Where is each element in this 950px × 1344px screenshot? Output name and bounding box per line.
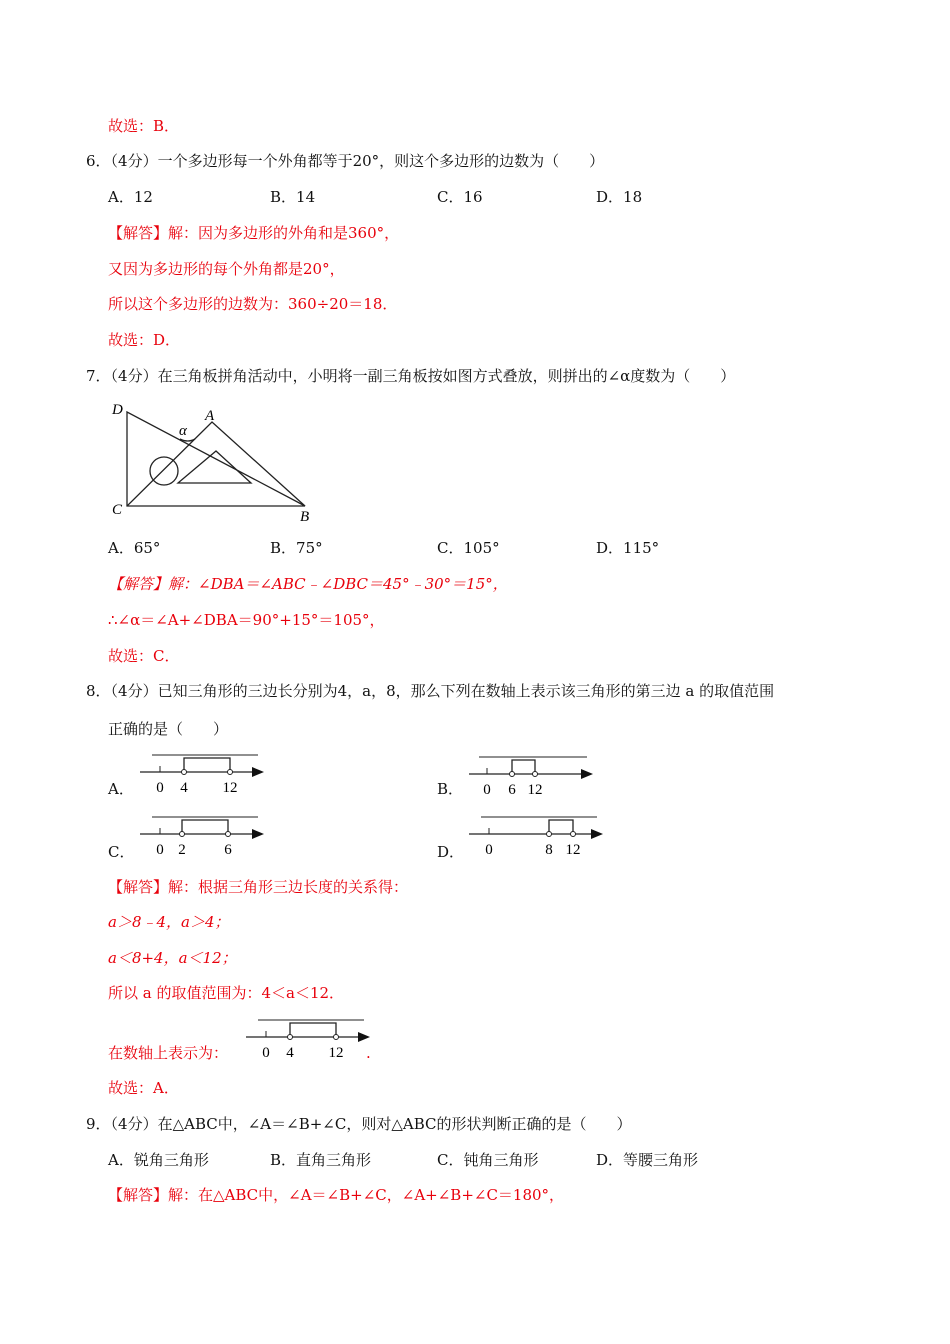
q6-solution-line: 又因为多边形的每个外角都是20°， xyxy=(108,260,345,278)
q6-solution-line: 所以这个多边形的边数为：360÷20＝18． xyxy=(108,295,398,313)
q8-stem-continued: 正确的是（ ） xyxy=(108,720,229,738)
q9-stem: 9．（4分）在△ABC中，∠A＝∠B+∠C，则对△ABC的形状判断正确的是（ ） xyxy=(86,1115,632,1133)
tick-label: 0 xyxy=(156,842,164,858)
q8-solution-line: a＞8﹣4，a＞4； xyxy=(108,913,230,931)
q8-solution-line: 在数轴上表示为： xyxy=(108,1044,229,1062)
number-line-solution xyxy=(244,1015,374,1063)
q8-solution-line: a＜8+4，a＜12； xyxy=(108,949,237,967)
open-point xyxy=(571,832,576,837)
triangle-figure xyxy=(100,395,330,525)
number-line-a xyxy=(138,750,268,798)
tick-label: 2 xyxy=(178,842,186,858)
q8-option-b-label: B． xyxy=(437,780,464,798)
q9-option-c: C．钝角三角形 xyxy=(437,1151,539,1169)
interval-bracket xyxy=(512,760,535,774)
label-c: C xyxy=(112,502,123,518)
interval-bracket xyxy=(182,820,228,834)
q8-option-d-label: D． xyxy=(437,843,465,861)
q6-option-d: D．18 xyxy=(596,188,643,206)
q8-solution-line: 所以 a 的取值范围为：4＜a＜12． xyxy=(108,984,345,1002)
interval-bracket xyxy=(549,820,573,834)
label-d: D xyxy=(112,402,123,418)
open-point xyxy=(182,770,187,775)
open-point xyxy=(547,832,552,837)
open-point xyxy=(226,832,231,837)
q8-option-a-label: A． xyxy=(108,780,134,798)
q8-option-c-label: C． xyxy=(108,843,135,861)
q9-option-a: A．锐角三角形 xyxy=(108,1151,209,1169)
tick-label: 6 xyxy=(224,842,232,858)
q6-option-c: C．16 xyxy=(437,188,483,206)
q6-option-a: A．12 xyxy=(108,188,153,206)
label-alpha: α xyxy=(179,423,187,439)
q9-option-b: B．直角三角形 xyxy=(270,1151,372,1169)
interval-bracket xyxy=(184,758,230,772)
q7-option-a: A．65° xyxy=(108,539,161,557)
q6-answer: 故选：D． xyxy=(108,331,181,349)
number-line-d xyxy=(467,812,607,860)
open-point xyxy=(334,1035,339,1040)
tick-label: 0 xyxy=(156,780,164,796)
tick-label: 0 xyxy=(262,1045,270,1061)
arrow-icon xyxy=(591,829,603,839)
tick-label: 0 xyxy=(485,842,493,858)
q9-option-d: D．等腰三角形 xyxy=(596,1151,699,1169)
tick-label: 4 xyxy=(286,1045,294,1061)
open-point xyxy=(533,772,538,777)
open-point xyxy=(228,770,233,775)
open-point xyxy=(180,832,185,837)
label-b: B xyxy=(300,509,310,525)
tick-label: 12 xyxy=(565,842,581,858)
q6-solution-line: 【解答】解：因为多边形的外角和是360°， xyxy=(108,224,400,242)
q7-solution-line: ∴∠α＝∠A+∠DBA＝90°+15°＝105°， xyxy=(108,611,385,629)
q6-stem: 6．（4分）一个多边形每一个外角都等于20°，则这个多边形的边数为（ ） xyxy=(86,152,605,170)
q8-solution-line: 【解答】解：根据三角形三边长度的关系得： xyxy=(108,878,409,896)
q8-answer: 故选：A． xyxy=(108,1079,179,1097)
q7-answer: 故选：C． xyxy=(108,647,180,665)
arrow-icon xyxy=(581,769,593,779)
tick-label: 12 xyxy=(328,1045,344,1061)
tick-label: 4 xyxy=(180,780,188,796)
q7-option-d: D．115° xyxy=(596,539,660,557)
tick-label: 12 xyxy=(222,780,238,796)
arrow-icon xyxy=(252,767,264,777)
q5-answer: 故选：B． xyxy=(108,117,180,135)
q7-stem: 7．（4分）在三角板拼角活动中，小明将一副三角板按如图方式叠放，则拼出的∠α度数为（ ） xyxy=(86,367,736,385)
tick-label: 8 xyxy=(545,842,553,858)
open-point xyxy=(288,1035,293,1040)
open-point xyxy=(510,772,515,777)
q7-solution-line: 【解答】解：∠DBA＝∠ABC﹣∠DBC＝45°﹣30°＝15°， xyxy=(108,575,508,593)
interval-bracket xyxy=(290,1023,336,1037)
number-line-b xyxy=(467,752,597,800)
q7-option-b: B．75° xyxy=(270,539,323,557)
arrow-icon xyxy=(358,1032,370,1042)
tick-label: 12 xyxy=(527,782,543,798)
tick-label: 0 xyxy=(483,782,491,798)
tick-label: 6 xyxy=(508,782,516,798)
q9-solution-line: 【解答】解：在△ABC中，∠A＝∠B+∠C，∠A+∠B+∠C＝180°， xyxy=(108,1186,565,1204)
q8-stem: 8．（4分）已知三角形的三边长分别为4，a，8，那么下列在数轴上表示该三角形的第三边 a 的取值范围 xyxy=(86,682,775,700)
number-line-c xyxy=(138,812,268,860)
q6-option-b: B．14 xyxy=(270,188,316,206)
label-a: A xyxy=(205,408,215,424)
period: . xyxy=(366,1044,371,1062)
arrow-icon xyxy=(252,829,264,839)
q7-option-c: C．105° xyxy=(437,539,500,557)
